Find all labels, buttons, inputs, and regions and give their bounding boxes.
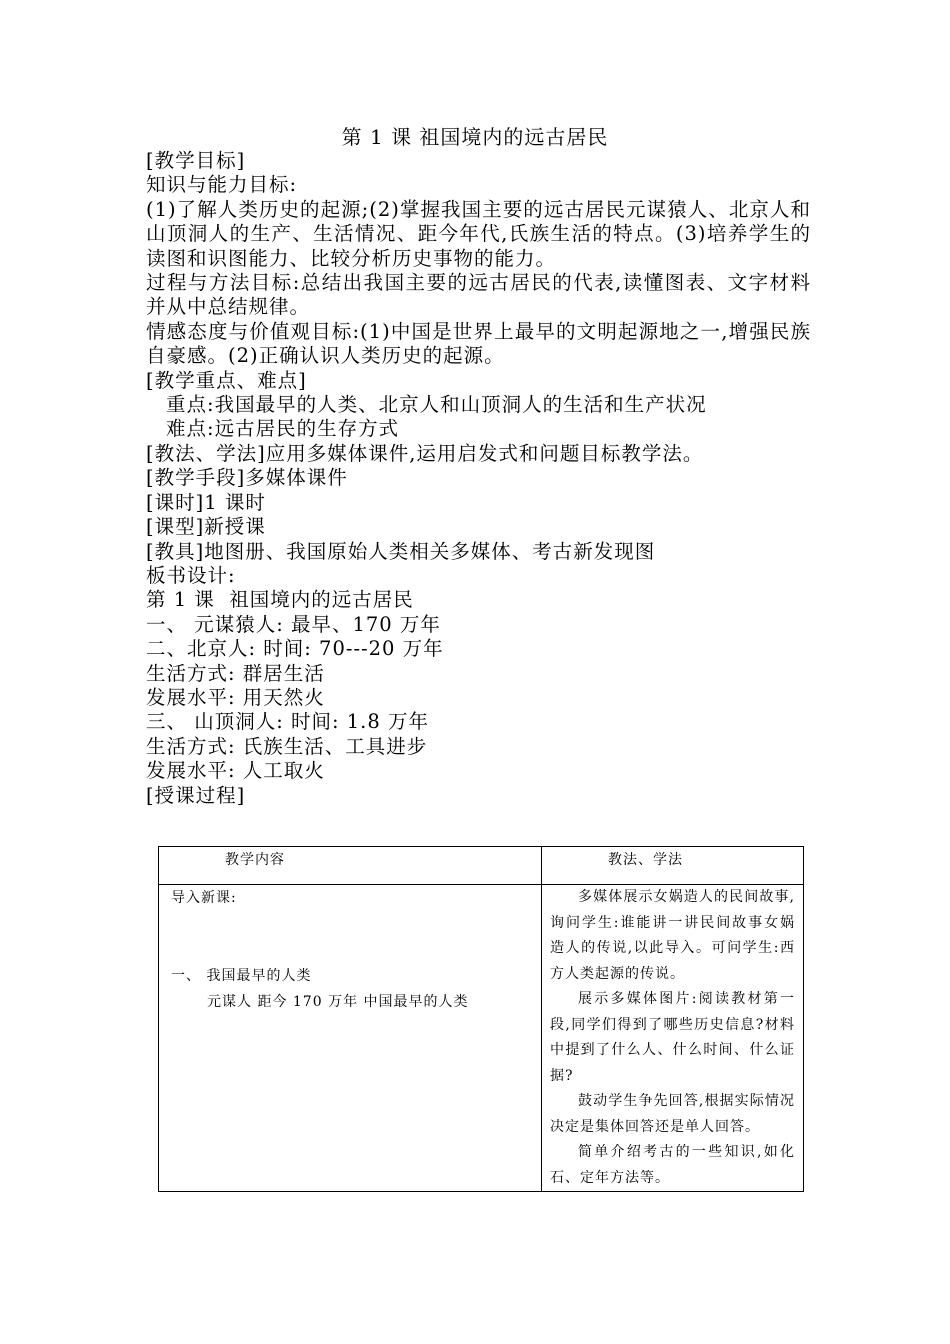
teaching-tools: [教具]地图册、我国原始人类相关多媒体、考古新发现图 (146, 539, 656, 563)
board-title: 第 1 课 祖国境内的远古居民 (146, 588, 414, 612)
class-type: [课型]新授课 (146, 515, 266, 539)
table-row (159, 885, 804, 1192)
teaching-goal-heading: [教学目标] (146, 149, 246, 172)
intro-label: 导入新课: (171, 890, 237, 906)
method-cell (542, 885, 804, 1192)
header-teaching-content: 教学内容 (159, 847, 542, 885)
header-teaching-method: 教法、学法 (542, 847, 804, 885)
board-line-5: 三、 山顶洞人: 时间: 1.8 万年 (146, 710, 429, 734)
section-detail: 元谋人 距今 170 万年 中国最早的人类 (207, 994, 469, 1010)
knowledge-goal-text: (1)了解人类历史的起源;(2)掌握我国主要的远古居民元谋猿人、北京人和山顶洞人的生产、生活情况、距今年代,氏族生活的特点。(3)培养学生的读图和识图能力、比较分析历史事物的能力。 (146, 197, 811, 270)
teaching-method: [教法、学法]应用多媒体课件,运用启发式和问题目标教学法。 (146, 441, 704, 465)
emotion-goal-text: 情感态度与价值观目标:(1)中国是世界上最早的文明起源地之一,增强民族自豪感。(2)正确认识人类历史的起源。 (146, 319, 811, 368)
board-line-6: 生活方式: 氏族生活、工具进步 (146, 734, 428, 758)
difficult-point: 难点:远古居民的生存方式 (166, 417, 400, 441)
key-point: 重点:我国最早的人类、北京人和山顶洞人的生活和生产状况 (166, 393, 707, 417)
section-heading: 一、 我国最早的人类 (171, 968, 312, 984)
lesson-title: 第 1 课 祖国境内的远古居民 (341, 125, 609, 149)
teaching-process-table (158, 846, 804, 1192)
key-difficult-heading: [教学重点、难点] (146, 368, 307, 392)
board-line-3: 生活方式: 群居生活 (146, 661, 325, 685)
board-line-7: 发展水平: 人工取火 (146, 759, 325, 783)
method-paragraph-3: 鼓动学生争先回答,根据实际情况决定是集体回答还是单人回答。 (550, 1093, 795, 1135)
content-cell (159, 885, 542, 1192)
lesson-plan-body (146, 149, 811, 808)
method-paragraph-4: 简单介绍考古的一些知识,如化石、定年方法等。 (550, 1144, 795, 1186)
board-line-1: 一、 元谋猿人: 最早、170 万年 (146, 612, 441, 636)
knowledge-goal-heading: 知识与能力目标: (146, 173, 298, 197)
board-line-2: 二、北京人: 时间: 70---20 万年 (146, 637, 444, 661)
method-paragraph-1: 多媒体展示女娲造人的民间故事,询问学生:谁能讲一讲民间故事女娲造人的传说,以此导入。可问学生:西方人类起源的传说。 (550, 889, 795, 982)
process-goal-text: 过程与方法目标:总结出我国主要的远古居民的代表,读懂图表、文字材料并从中总结规律。 (146, 271, 811, 319)
teaching-process-heading: [授课过程] (146, 783, 246, 807)
table-header-row (159, 847, 804, 885)
class-hours: [课时]1 课时 (146, 490, 266, 514)
board-design-heading: 板书设计: (146, 563, 236, 587)
teaching-means: [教学手段]多媒体课件 (146, 466, 348, 490)
method-paragraph-2: 展示多媒体图片:阅读教材第一段,同学们得到了哪些历史信息?材料中提到了什么人、什么时间、什么证据? (550, 991, 795, 1084)
board-line-4: 发展水平: 用天然火 (146, 685, 325, 709)
